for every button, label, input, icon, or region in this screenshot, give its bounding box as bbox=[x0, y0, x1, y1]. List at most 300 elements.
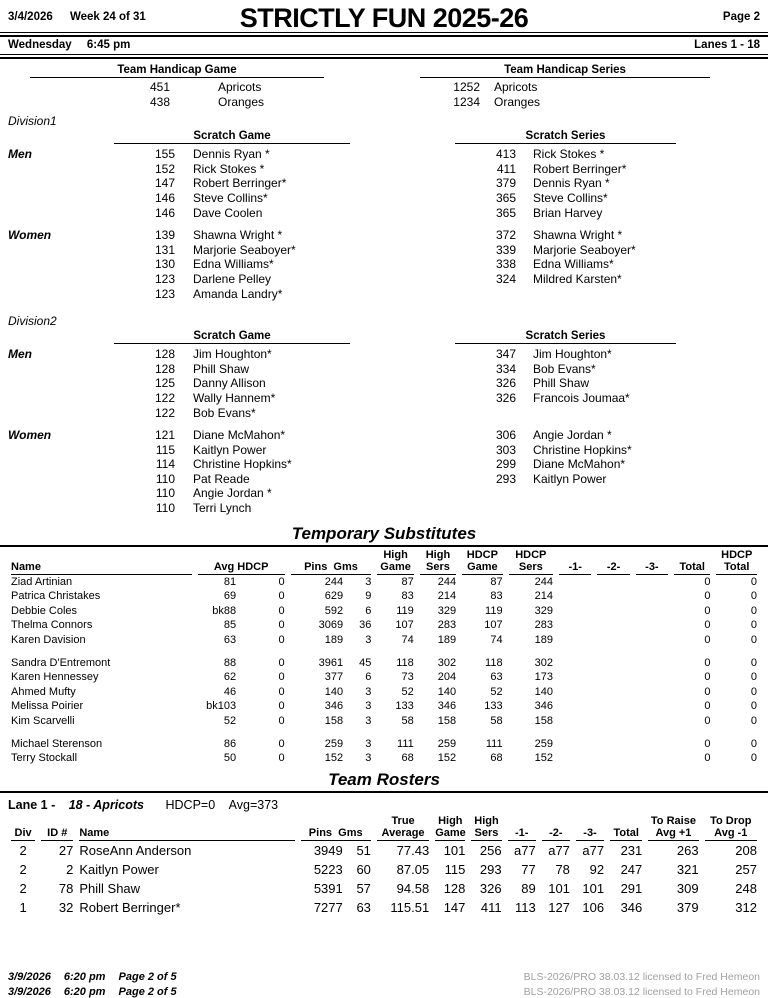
cell: 0 bbox=[278, 634, 285, 647]
cell: Kaitlyn Power bbox=[79, 861, 159, 877]
ranking-row bbox=[0, 457, 768, 472]
cell: Melissa Poirier bbox=[11, 700, 84, 713]
scratch-game-player: Marjorie Seaboyer* bbox=[193, 242, 296, 257]
handicap-row bbox=[0, 80, 384, 95]
header-label bbox=[559, 561, 591, 575]
cell bbox=[633, 714, 671, 729]
cell: 32 bbox=[58, 899, 74, 915]
scratch-game-player: Shawna Wright * bbox=[193, 228, 283, 243]
ranking-row bbox=[0, 428, 768, 443]
footer-time: 6:20 pm bbox=[63, 971, 106, 983]
scratch-series-score: 365 bbox=[495, 190, 516, 205]
cell bbox=[633, 633, 671, 648]
scratch-series-score: 303 bbox=[495, 442, 516, 457]
cell: 27 bbox=[58, 842, 74, 858]
cell: 3 bbox=[365, 700, 372, 713]
scratch-series-player: Phill Shaw bbox=[533, 376, 590, 391]
table-row bbox=[8, 633, 760, 648]
scratch-game-player: Amanda Landry* bbox=[193, 286, 283, 301]
date-week-block bbox=[8, 4, 240, 23]
cell: 0 bbox=[704, 590, 711, 603]
gender-label bbox=[0, 162, 120, 177]
cell: Kim Scarvelli bbox=[11, 715, 75, 727]
cell: 107 bbox=[484, 619, 503, 632]
header-line: Sers bbox=[474, 826, 499, 839]
gender-label bbox=[0, 272, 120, 287]
column-header bbox=[594, 549, 632, 575]
scratch-game-player: Dave Coolen bbox=[193, 205, 263, 220]
cell: 158 bbox=[437, 715, 457, 727]
scratch-series-player: Christine Hopkins* bbox=[533, 442, 632, 457]
cell: 259 bbox=[324, 737, 344, 750]
cell bbox=[594, 618, 632, 633]
scratch-series-score bbox=[383, 501, 516, 516]
gender-label bbox=[0, 243, 120, 258]
header-line: Total bbox=[679, 560, 705, 573]
header-line: Avg +1 bbox=[655, 826, 692, 839]
cell bbox=[556, 633, 594, 648]
header-label bbox=[471, 815, 501, 841]
header-line: Game bbox=[467, 560, 498, 573]
column-header bbox=[539, 815, 573, 841]
cell: 36 bbox=[359, 619, 372, 632]
header-label bbox=[291, 561, 372, 575]
gender-label bbox=[0, 391, 120, 406]
ranking-row bbox=[0, 362, 768, 377]
scratch-series-player: Mildred Karsten* bbox=[533, 271, 622, 286]
scratch-game-player: Darlene Pelley bbox=[193, 271, 272, 286]
table-row bbox=[8, 841, 760, 860]
cell: a77 bbox=[582, 842, 605, 858]
header-line: Total bbox=[723, 560, 750, 573]
column-header bbox=[298, 815, 374, 841]
cell: 73 bbox=[401, 671, 414, 684]
scratch-series-score: 306 bbox=[495, 428, 516, 443]
scratch-series-player: Brian Harvey bbox=[533, 205, 603, 220]
gender-label bbox=[0, 257, 120, 272]
scratch-game-score: 130 bbox=[154, 257, 175, 272]
scratch-series-score: 334 bbox=[495, 361, 516, 376]
team-handicap-game-list bbox=[0, 64, 384, 109]
cell bbox=[556, 699, 594, 714]
cell bbox=[556, 685, 594, 700]
cell: bk88 bbox=[212, 604, 237, 617]
column-header bbox=[505, 815, 539, 841]
header-line: High bbox=[438, 814, 463, 827]
scratch-series-header: Scratch Series bbox=[455, 330, 676, 344]
cell: 133 bbox=[484, 700, 503, 713]
cell: 74 bbox=[490, 634, 503, 647]
scratch-series-player: Shawna Wright * bbox=[533, 228, 623, 243]
cell: 244 bbox=[437, 575, 457, 588]
header-line: -3- bbox=[583, 826, 597, 839]
ranking-row bbox=[0, 257, 768, 272]
table-row bbox=[8, 618, 760, 633]
cell: 0 bbox=[750, 715, 757, 727]
cell: 329 bbox=[437, 604, 457, 617]
list-title: Team Handicap Series bbox=[420, 64, 710, 78]
header-line: Pins Gms bbox=[308, 826, 363, 839]
header-label bbox=[705, 815, 757, 841]
cell: 68 bbox=[490, 752, 503, 765]
scratch-game-score: 122 bbox=[154, 390, 175, 405]
cell: 309 bbox=[676, 880, 699, 896]
column-header bbox=[607, 815, 645, 841]
scratch-game-score: 131 bbox=[154, 242, 175, 257]
scratch-series-score: 413 bbox=[495, 147, 516, 162]
cell bbox=[556, 589, 594, 604]
header-label bbox=[41, 827, 73, 841]
cell bbox=[556, 604, 594, 619]
cell: 85 bbox=[223, 619, 237, 632]
header-line: Game bbox=[435, 826, 466, 839]
cell: 6 bbox=[365, 671, 372, 684]
cell: 0 bbox=[750, 575, 757, 588]
clipped-footer-left bbox=[8, 986, 187, 998]
header-line: Avg HDCP bbox=[213, 560, 269, 573]
divisions-section bbox=[0, 109, 768, 515]
cell: a77 bbox=[514, 842, 536, 858]
cell: 0 bbox=[278, 590, 285, 603]
scratch-game-score: 110 bbox=[155, 486, 175, 501]
team-handicap-series-list bbox=[384, 64, 768, 109]
column-header bbox=[374, 549, 416, 575]
next-page-edge bbox=[8, 986, 760, 998]
ranking-row bbox=[0, 147, 768, 162]
cell: 257 bbox=[735, 861, 757, 877]
gender-label bbox=[0, 406, 120, 421]
lane-team-name: 18 - Apricots bbox=[68, 797, 144, 812]
scratch-game-score: 139 bbox=[154, 228, 175, 243]
day-time-block bbox=[8, 39, 130, 51]
cell: 263 bbox=[676, 842, 699, 858]
column-header bbox=[573, 815, 607, 841]
cell bbox=[633, 656, 671, 671]
scratch-game-score: 128 bbox=[154, 347, 175, 362]
cell: 78 bbox=[555, 861, 570, 877]
cell: 0 bbox=[704, 685, 711, 698]
table-row bbox=[8, 737, 760, 752]
scratch-series-score: 293 bbox=[495, 471, 516, 486]
cell: 2 bbox=[19, 842, 27, 858]
cell bbox=[633, 589, 671, 604]
roster-table bbox=[8, 815, 760, 917]
header-label bbox=[542, 827, 570, 841]
team-score: 438 bbox=[149, 94, 170, 109]
cell bbox=[594, 575, 632, 590]
cell: 0 bbox=[704, 700, 711, 713]
cell: 3 bbox=[365, 575, 372, 588]
cell: 377 bbox=[324, 671, 344, 684]
scratch-game-score: 146 bbox=[154, 190, 175, 205]
table-row bbox=[8, 604, 760, 619]
cell: 329 bbox=[534, 604, 554, 617]
ranking-row bbox=[0, 228, 768, 243]
cell: 128 bbox=[443, 880, 466, 896]
scratch-game-player: Christine Hopkins* bbox=[193, 457, 292, 472]
header-label bbox=[377, 815, 429, 841]
handicap-row bbox=[384, 80, 768, 95]
cell: 321 bbox=[676, 861, 699, 877]
footer-left-block bbox=[8, 971, 187, 983]
cell: 173 bbox=[534, 671, 554, 684]
cell: 0 bbox=[750, 700, 757, 713]
cell: 214 bbox=[534, 590, 554, 603]
scratch-game-player: Wally Hannem* bbox=[193, 390, 276, 405]
header-line: ID # bbox=[47, 826, 68, 839]
spacer-row bbox=[8, 648, 760, 656]
header-line: Average bbox=[381, 826, 425, 839]
cell bbox=[633, 737, 671, 752]
header-line: -1- bbox=[568, 560, 582, 573]
team-name: Oranges bbox=[494, 94, 541, 109]
footer-time-clipped: 6:20 pm bbox=[63, 986, 106, 998]
team-score: 1234 bbox=[453, 94, 480, 109]
clipped-footer bbox=[8, 986, 760, 998]
cell bbox=[594, 737, 632, 752]
cell: 0 bbox=[750, 737, 757, 750]
cell bbox=[594, 714, 632, 729]
cell: 326 bbox=[479, 880, 502, 896]
cell: 411 bbox=[480, 899, 502, 915]
cell: 302 bbox=[437, 656, 457, 669]
cell: 83 bbox=[490, 590, 503, 603]
column-header bbox=[459, 549, 505, 575]
ranking-row bbox=[0, 391, 768, 406]
cell: 0 bbox=[278, 685, 285, 698]
cell bbox=[594, 685, 632, 700]
header-label bbox=[11, 561, 192, 575]
cell: 87.05 bbox=[396, 861, 430, 877]
gender-label bbox=[0, 376, 120, 391]
gender-label: Men bbox=[8, 347, 32, 362]
substitutes-table bbox=[8, 549, 760, 766]
cell: 133 bbox=[395, 700, 414, 713]
cell: 78 bbox=[58, 880, 74, 896]
header-label bbox=[11, 827, 35, 841]
cell: Debbie Coles bbox=[11, 604, 78, 617]
cell: 248 bbox=[735, 880, 757, 896]
cell bbox=[556, 714, 594, 729]
scratch-game-score: 115 bbox=[155, 442, 175, 457]
table-row bbox=[8, 685, 760, 700]
cell: 63 bbox=[490, 671, 503, 684]
gender-label bbox=[0, 443, 120, 458]
scratch-game-score: 110 bbox=[155, 471, 175, 486]
cell: 63 bbox=[356, 899, 371, 915]
ranking-row bbox=[0, 443, 768, 458]
division-name: Division1 bbox=[8, 114, 57, 129]
cell: 256 bbox=[479, 842, 502, 858]
scratch-game-player: Kaitlyn Power bbox=[193, 442, 267, 457]
cell: 629 bbox=[324, 590, 344, 603]
ranking-row bbox=[0, 162, 768, 177]
cell: 50 bbox=[223, 752, 237, 765]
cell: 0 bbox=[278, 671, 285, 684]
cell: 113 bbox=[515, 899, 536, 915]
header-label bbox=[508, 827, 536, 841]
cell: 118 bbox=[485, 656, 503, 669]
cell: Karen Davision bbox=[11, 634, 86, 647]
table-row bbox=[8, 714, 760, 729]
scratch-game-score: 110 bbox=[155, 501, 175, 516]
cell: 214 bbox=[437, 590, 457, 603]
gender-label bbox=[0, 176, 120, 191]
scratch-series-player: Marjorie Seaboyer* bbox=[533, 242, 636, 257]
header-label bbox=[377, 549, 413, 575]
scratch-game-player: Jim Houghton* bbox=[193, 347, 272, 362]
team-name: Apricots bbox=[494, 80, 538, 94]
cell: 346 bbox=[534, 700, 554, 713]
cell: 0 bbox=[704, 715, 711, 727]
header-label bbox=[435, 815, 465, 841]
gender-label bbox=[0, 287, 120, 302]
cell: 58 bbox=[490, 715, 503, 727]
scratch-game-score: 146 bbox=[154, 205, 175, 220]
cell: 3 bbox=[365, 715, 372, 727]
cell: 0 bbox=[278, 700, 285, 713]
cell: 0 bbox=[750, 590, 757, 603]
cell: 0 bbox=[704, 737, 711, 750]
team-score: 1252 bbox=[453, 80, 480, 94]
cell: 189 bbox=[534, 634, 554, 647]
column-header bbox=[702, 815, 760, 841]
column-header bbox=[76, 815, 297, 841]
cell bbox=[594, 589, 632, 604]
cell: 152 bbox=[437, 752, 457, 765]
cell: 0 bbox=[704, 575, 711, 588]
column-header bbox=[288, 549, 375, 575]
scratch-series-player: Steve Collins* bbox=[533, 190, 608, 205]
table-row bbox=[8, 575, 760, 590]
cell: 247 bbox=[620, 861, 643, 877]
column-header bbox=[195, 549, 288, 575]
header-line: High bbox=[474, 814, 499, 827]
scratch-series-score: 326 bbox=[495, 390, 516, 405]
cell bbox=[556, 656, 594, 671]
cell: 127 bbox=[548, 899, 570, 915]
cell: 3 bbox=[365, 752, 372, 765]
cell: 302 bbox=[534, 656, 554, 669]
header-line: HDCP bbox=[721, 548, 753, 561]
cell: 0 bbox=[278, 619, 285, 632]
column-header bbox=[8, 815, 38, 841]
cell: 0 bbox=[750, 619, 757, 632]
scratch-game-score: 114 bbox=[155, 457, 175, 472]
report-header bbox=[0, 0, 768, 32]
footer-page: Page 2 of 5 bbox=[118, 971, 177, 983]
cell: 0 bbox=[278, 575, 285, 588]
scratch-game-player: Steve Collins* bbox=[193, 190, 268, 205]
spacer-row bbox=[8, 729, 760, 737]
scratch-game-score: 123 bbox=[154, 271, 175, 286]
table-row bbox=[8, 699, 760, 714]
cell: 379 bbox=[676, 899, 699, 915]
gender-label bbox=[0, 486, 120, 501]
cell: Patrica Christakes bbox=[11, 590, 101, 603]
ranking-row bbox=[0, 486, 768, 501]
scratch-game-score: 128 bbox=[154, 361, 175, 376]
cell: 346 bbox=[437, 700, 457, 713]
table-row bbox=[8, 898, 760, 917]
scratch-game-score: 123 bbox=[154, 286, 175, 301]
gender-label: Women bbox=[8, 428, 52, 443]
cell bbox=[556, 737, 594, 752]
header-line: Game bbox=[380, 560, 411, 573]
cell: 140 bbox=[437, 685, 457, 698]
scratch-game-player: Bob Evans* bbox=[193, 405, 256, 420]
cell: Phill Shaw bbox=[79, 880, 141, 896]
header-label bbox=[597, 561, 629, 575]
scratch-series-player: Jim Houghton* bbox=[533, 347, 612, 362]
scratch-series-header: Scratch Series bbox=[455, 130, 676, 144]
cell: 346 bbox=[324, 700, 344, 713]
report-date: 3/4/2026 bbox=[8, 11, 53, 23]
table-row bbox=[8, 860, 760, 879]
lanes-label: Lanes 1 - 18 bbox=[694, 39, 760, 51]
column-header bbox=[374, 815, 432, 841]
scratch-game-player: Angie Jordan * bbox=[193, 486, 272, 501]
cell: 77.43 bbox=[396, 842, 430, 858]
scratch-series-score: 347 bbox=[495, 347, 516, 362]
header-label bbox=[716, 549, 757, 575]
cell: 52 bbox=[490, 685, 503, 698]
cell: 189 bbox=[437, 634, 457, 647]
scratch-game-score: 121 bbox=[154, 428, 175, 443]
scratch-series-score: 324 bbox=[495, 271, 516, 286]
league-day: Wednesday bbox=[8, 39, 72, 51]
scratch-game-player: Dennis Ryan * bbox=[193, 147, 270, 162]
scratch-series-score bbox=[383, 287, 516, 302]
scratch-game-player: Rick Stokes * bbox=[193, 161, 265, 176]
cell: 346 bbox=[620, 899, 643, 915]
league-title: STRICTLY FUN 2025-26 bbox=[239, 3, 529, 33]
cell: bk103 bbox=[206, 700, 237, 713]
ranking-row bbox=[0, 376, 768, 391]
header-line: High bbox=[383, 548, 408, 561]
cell: 244 bbox=[534, 575, 554, 588]
cell: 283 bbox=[534, 619, 554, 632]
gender-label bbox=[0, 457, 120, 472]
header-line: Pins Gms bbox=[304, 560, 358, 573]
cell: 119 bbox=[396, 604, 414, 617]
cell: 244 bbox=[324, 575, 344, 588]
cell: 152 bbox=[534, 752, 554, 765]
cell bbox=[594, 670, 632, 685]
cell: 101 bbox=[443, 842, 466, 858]
cell: Michael Sterenson bbox=[11, 737, 103, 750]
table-row bbox=[8, 656, 760, 671]
cell: 0 bbox=[750, 604, 757, 617]
cell: 92 bbox=[589, 861, 605, 877]
footer-page-clipped: Page 2 of 5 bbox=[118, 986, 177, 998]
scratch-series-score: 411 bbox=[496, 161, 516, 176]
header-line: High bbox=[425, 548, 451, 561]
gender-label bbox=[0, 362, 120, 377]
cell: 293 bbox=[479, 861, 502, 877]
header-line: HDCP bbox=[466, 548, 498, 561]
cell bbox=[594, 604, 632, 619]
column-header bbox=[671, 549, 713, 575]
cell: 2 bbox=[19, 861, 27, 877]
cell: 81 bbox=[223, 575, 237, 588]
list-title: Team Handicap Game bbox=[30, 64, 324, 78]
header-label bbox=[79, 827, 294, 841]
scratch-game-player: Diane McMahon* bbox=[193, 428, 286, 443]
ranking-row bbox=[0, 272, 768, 287]
header-line: HDCP bbox=[515, 548, 547, 561]
cell: 0 bbox=[278, 604, 285, 617]
